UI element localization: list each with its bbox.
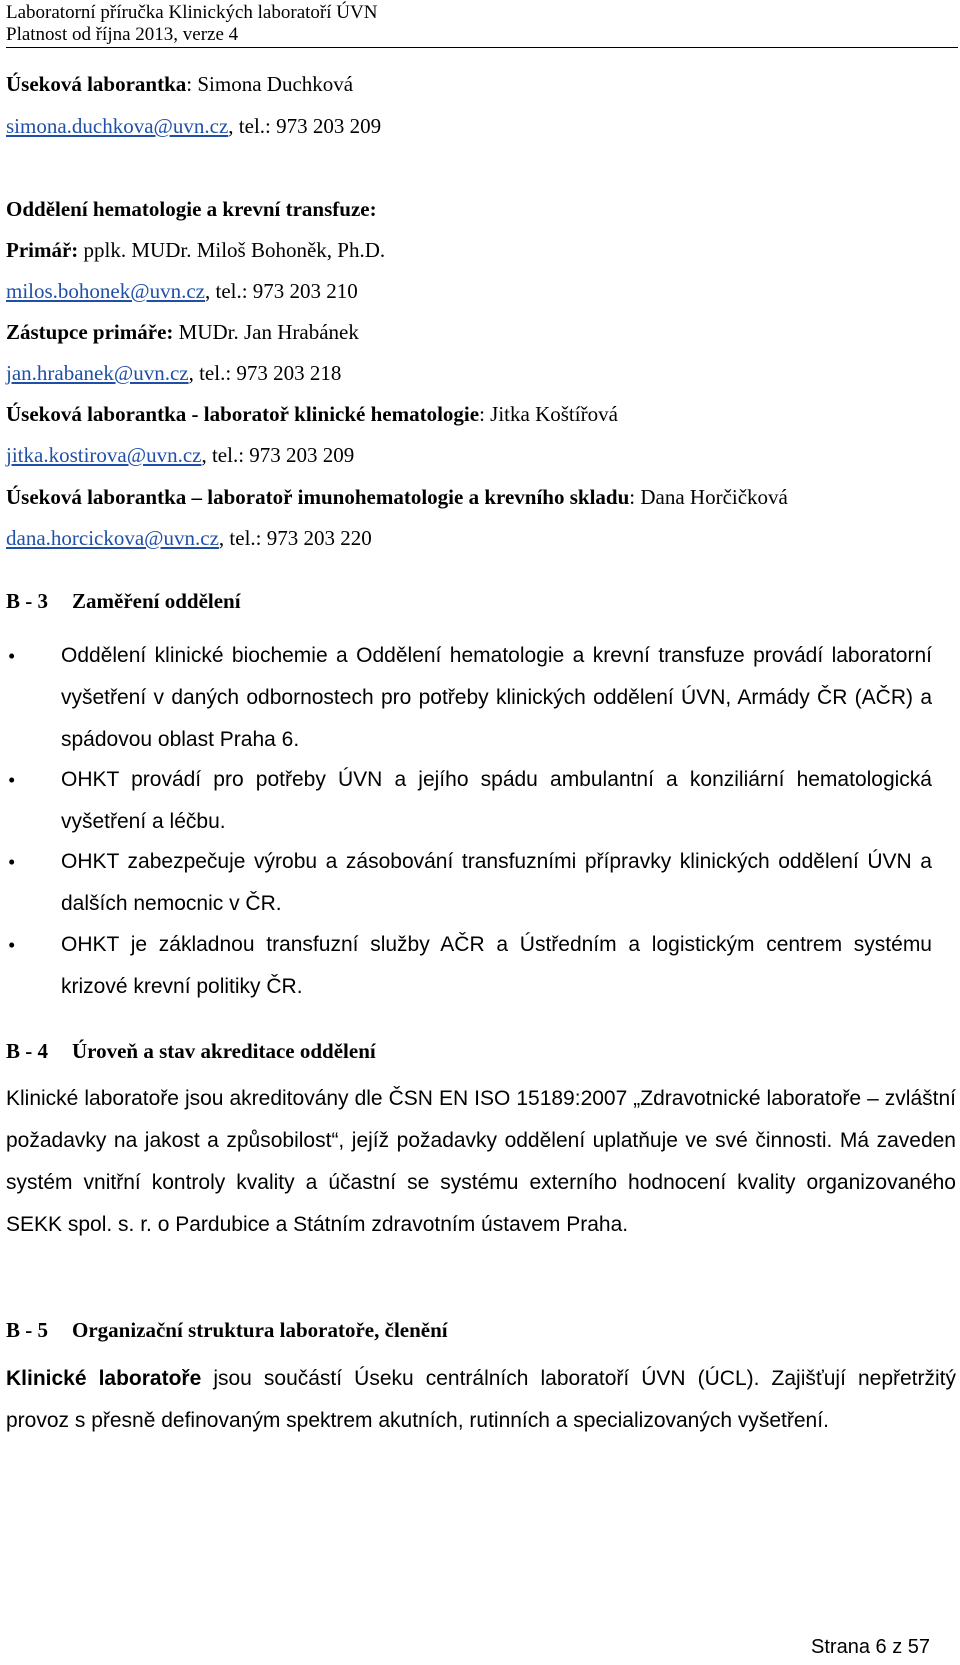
section-heading-b3	[6, 588, 241, 614]
bullet-icon: •	[8, 644, 16, 668]
document-header	[6, 2, 377, 46]
page-number: Strana 6 z 57	[811, 1636, 930, 1658]
department-heading: Oddělení hematologie a krevní transfuze:	[6, 197, 377, 221]
section-number: B - 4	[6, 1039, 48, 1063]
contact-line-lead-email	[6, 113, 381, 139]
contact-role: Zástupce primáře:	[6, 320, 174, 344]
bullet-icon: •	[8, 768, 16, 792]
section-number: B - 5	[6, 1318, 48, 1342]
structure-text: jsou součástí Úseku centrálních laboratoří ÚVN (ÚCL). Zajišťují nepřetržitý provoz s přesně definovaným spektrem akutních, rutinních a specializovaných vyšetření.	[6, 1367, 956, 1432]
contact-name: : Dana Horčičková	[629, 485, 788, 509]
contact-role: Úseková laborantka – laboratoř imunohematologie a krevního skladu	[6, 485, 630, 509]
phone-text: , tel.: 973 203 218	[188, 361, 342, 385]
section-heading-b5	[6, 1317, 448, 1343]
contact-line-clin-hema-email	[6, 442, 354, 468]
accreditation-paragraph: Klinické laboratoře jsou akreditovány dle ČSN EN ISO 15189:2007 „Zdravotnické laboratoře – zvláštní požadavky na jakost a způsobilost“, jejíž požadavky oddělení uplatňuje ve své činnosti. Má zaveden systém vnitřní kontroly kvality a účastní se systému externího hodnocení kvality organizovaného SEKK spol. s. r. o Pardubice a Státním zdravotním ústavem Praha.	[6, 1087, 956, 1236]
bullet-icon: •	[8, 933, 16, 957]
section-title: Organizační struktura laboratoře, členění	[72, 1318, 448, 1342]
contact-role: Úseková laborantka	[6, 72, 187, 96]
contact-line-clin-hema	[6, 401, 618, 427]
phone-text: , tel.: 973 203 209	[228, 114, 382, 138]
contact-line-primar-email	[6, 278, 358, 304]
bullet-icon: •	[8, 850, 16, 874]
list-item-text: OHKT provádí pro potřeby ÚVN a jejího spádu ambulantní a konziliární hematologická vyšetření a léčbu.	[61, 768, 932, 833]
list-item-text: Oddělení klinické biochemie a Oddělení hematologie a krevní transfuze provádí laboratorní vyšetření v daných odbornostech pro potřeby klinických oddělení ÚVN, Armády ČR (AČR) a spádovou oblast Praha 6.	[61, 644, 932, 751]
header-divider	[6, 47, 958, 48]
list-item-text: OHKT je základnou transfuzní služby AČR a Ústředním a logistickým centrem systému krizové krevní politiky ČR.	[61, 933, 932, 998]
contact-name: : Simona Duchková	[186, 72, 354, 96]
contact-name: : Jitka Koštířová	[479, 402, 618, 426]
contact-line-primar	[6, 237, 385, 263]
header-validity: Platnost od října 2013, verze 4	[6, 24, 239, 45]
section-heading-b4	[6, 1038, 376, 1064]
contact-line-deputy	[6, 319, 359, 345]
email-link[interactable]: simona.duchkova@uvn.cz	[6, 114, 229, 138]
phone-text: , tel.: 973 203 210	[204, 279, 358, 303]
email-link[interactable]: milos.bohonek@uvn.cz	[6, 279, 205, 303]
email-link[interactable]: jan.hrabanek@uvn.cz	[6, 361, 189, 385]
contact-role: Úseková laborantka - laboratoř klinické hematologie	[6, 402, 480, 426]
contact-line-deputy-email	[6, 360, 341, 386]
structure-paragraph	[6, 1358, 956, 1442]
phone-text: , tel.: 973 203 209	[201, 443, 355, 467]
contact-line-lead	[6, 71, 353, 97]
phone-text: , tel.: 973 203 220	[218, 526, 372, 550]
contact-name: MUDr. Jan Hrabánek	[173, 320, 359, 344]
header-title: Laboratorní příručka Klinických laboratoří ÚVN	[6, 2, 378, 23]
section-number: B - 3	[6, 589, 48, 613]
email-link[interactable]: dana.horcickova@uvn.cz	[6, 526, 219, 550]
contact-name: pplk. MUDr. Miloš Bohoněk, Ph.D.	[78, 238, 386, 262]
section-title: Úroveň a stav akreditace oddělení	[72, 1039, 376, 1063]
structure-lead: Klinické laboratoře	[6, 1367, 202, 1390]
section-title: Zaměření oddělení	[72, 589, 241, 613]
list-item-text: OHKT zabezpečuje výrobu a zásobování transfuzními přípravky klinických oddělení ÚVN a dalších nemocnic v ČR.	[61, 850, 932, 915]
email-link[interactable]: jitka.kostirova@uvn.cz	[6, 443, 202, 467]
contact-line-immuno	[6, 484, 788, 510]
contact-line-immuno-email	[6, 525, 372, 551]
contact-role: Primář:	[6, 238, 79, 262]
